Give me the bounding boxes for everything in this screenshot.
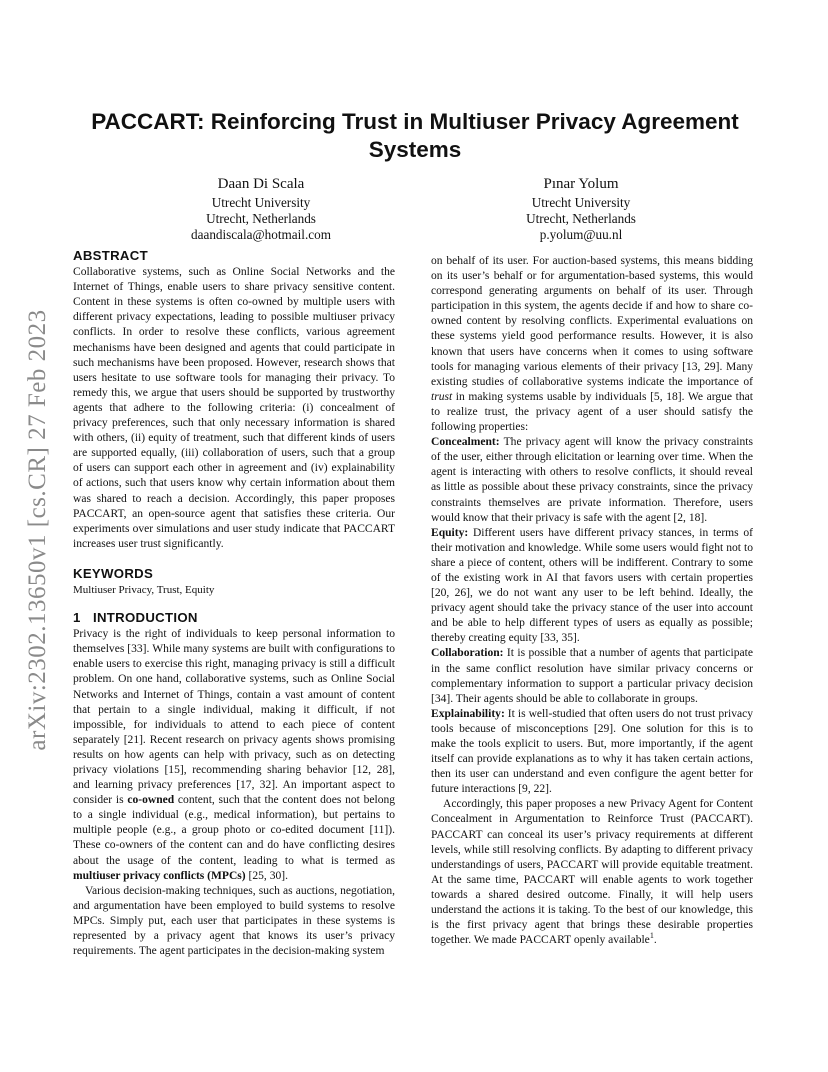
intro-paragraph-2: Various decision-making techniques, such as auctions, negotiation, and argumentation have been employed to build systems to resolve MPCs. Simply put, each user that participates in these systems is represented by a privacy agent that knows its user’s privacy requirements. The agent participates in the decision-making system xyxy=(73,884,395,958)
property-concealment xyxy=(431,435,753,526)
intro-paragraph-4 xyxy=(431,797,753,948)
author-email: daandiscala@hotmail.com xyxy=(191,227,331,242)
property-label: Collaboration: xyxy=(431,647,504,660)
author-name: Daan Di Scala xyxy=(217,176,305,192)
author-name: Pınar Yolum xyxy=(543,176,619,192)
property-equity xyxy=(431,526,753,647)
property-label: Concealment: xyxy=(431,436,500,449)
trust-term: trust xyxy=(431,390,453,403)
keywords-text: Multiuser Privacy, Trust, Equity xyxy=(73,583,215,596)
property-label: Explainability: xyxy=(431,707,505,720)
intro-p1-text-end: [25, 30]. xyxy=(245,869,288,882)
intro-paragraph-3 xyxy=(431,254,753,435)
intro-p3-text-cont: in making systems usable by individuals [5, 18]. We argue that to realize trust, the privacy agent of a user should satisfy the following properties: xyxy=(431,390,753,434)
introduction-heading xyxy=(73,610,395,625)
abstract-section xyxy=(73,248,395,552)
abstract-text: Collaborative systems, such as Online Social Networks and the Internet of Things, enable users to share privacy sensitive content. Content in these systems is often co-owned by multiple users with different privacy expectations, leading to possible multiuser privacy conflicts. In order to resolve these conflicts, various agreement mechanisms have been designed and agents that could participate in such mechanisms have been proposed. However, research shows that users hesitate to use software tools for managing their privacy. To remedy this, we argue that users should be supported by trustworthy agents that adhere to the following criteria: (i) concealment of privacy preferences, such that only necessary information is shared with others, (ii) equity of treatment, such that different kinds of users are supported equally, (iii) collaboration of users, such that a group of users can support each other in agreement and (iv) explainability of actions, such that users know why certain information about them was shared to reach a decision. Accordingly, this paper proposes PACCART, an open-source agent that satisfies these criteria. Our experiments over simulations and user study indicate that PACCART increases user trust significantly. xyxy=(73,266,395,550)
introduction-section xyxy=(73,610,395,959)
author-location: Utrecht, Netherlands xyxy=(206,211,316,226)
keywords-section xyxy=(73,566,395,598)
section-number: 1 xyxy=(73,610,81,626)
mpc-term: multiuser privacy conflicts (MPCs) xyxy=(73,869,246,882)
author-email: p.yolum@uu.nl xyxy=(539,227,623,242)
arxiv-sidebar-stamp xyxy=(18,290,58,770)
left-column xyxy=(73,248,395,959)
author-affiliation: Utrecht University xyxy=(531,195,631,210)
author-affiliation: Utrecht University xyxy=(211,195,311,210)
author-location: Utrecht, Netherlands xyxy=(526,211,636,226)
intro-p1-text-cont: content, such that the content does not belong to a single individual (e.g., medical information), but pertains to multiple people (e.g., a group photo or co-edited document [11]). These co-owners of the content can and do have conflicting desires about the usage of the content, leading to what is termed as xyxy=(73,794,396,867)
arxiv-identifier: arXiv:2302.13650v1 [cs.CR] 27 Feb 2023 xyxy=(24,309,51,751)
intro-paragraph-1 xyxy=(73,627,395,884)
property-label: Equity: xyxy=(431,526,469,539)
intro-p4-end: . xyxy=(653,934,657,947)
paper-title: PACCART: Reinforcing Trust in Multiuser Privacy Agreement Systems xyxy=(91,109,739,162)
abstract-heading: ABSTRACT xyxy=(73,248,148,263)
property-text: The privacy agent will know the privacy constraints of the user, either through elicitation or learning over time. When the agent is interacting with others to resolve conflicts, it should reveal as little as possible about these privacy constraints, since the privacy constraints themselves are private information. Therefore, users would know that their privacy is safe with the agent [2, 18]. xyxy=(431,436,753,524)
author-block-1 xyxy=(131,174,391,243)
co-owned-term: co-owned xyxy=(127,794,175,807)
intro-p1-text: Privacy is the right of individuals to keep personal information to themselves [33]. While many systems are built with configurations to enable users to exercise this right, managing privacy is still a difficult problem. On one hand, collaborative systems, such as Online Social Networks and Internet of Things, contain a vast amount of content that pertain to a single individual, making it difficult, if not impossible, for individuals to attend to each piece of content separately [21]. Recent research on privacy agents shows promising results on how agents can help with privacy, such as on detecting privacy violations [15], recommending sharing behavior [12, 28], and learning privacy preferences [17, 32]. An important aspect to consider is xyxy=(73,628,395,807)
property-text: It is well-studied that often users do not trust privacy tools because of misconceptions [29]. One solution for this is to make the tools explicit to users. But, more importantly, if the agent itself can provide explanations as to why it has taken certain actions, then its user can understand and even configure the agent better for future interactions [9, 22]. xyxy=(431,707,753,796)
property-explainability xyxy=(431,707,753,798)
author-block-2 xyxy=(451,174,711,243)
property-text: Different users have different privacy stances, in terms of their motivation and knowledge. While some users would fight not to share a piece of content, others will be indifferent. Contrary to some of the existing work in AI that favors users with certain properties [20, 26], we do not want any user to be left behind. Ideally, the privacy agent should take the privacy stance of the user into account and be able to help different types of users as equally as possible; thereby creating equity [33, 35]. xyxy=(431,526,753,645)
intro-p4-text: Accordingly, this paper proposes a new Privacy Agent for Content Concealment in Argumentation to Reinforce Trust (PACCART). PACCART can conceal its user’s privacy requirements at different levels, while still resolving conflicts. By adapting to different privacy understandings of users, PACCART will provide equitable treatment. At the same time, PACCART will enable agents to work together towards a shared desired outcome. Finally, it will help users understand the actions it is taking. To the best of our knowledge, this is the first privacy agent that brings these desirable properties together. We made PACCART openly available xyxy=(431,798,753,947)
property-text: It is possible that a number of agents that participate in the same conflict resolution have similar privacy concerns or complementary information to support a particular privacy decision [34]. Their agents should be able to collaborate in groups. xyxy=(431,647,753,705)
section-title: INTRODUCTION xyxy=(93,610,198,626)
right-column xyxy=(431,254,753,948)
intro-p3-text: on behalf of its user. For auction-based systems, this means bidding on its user’s behalf or for argumentation-based systems, this would correspond generating arguments on behalf of its user. Through participation in this system, the agents decide if and how to share co-owned content by resolving conflicts. Experimental evaluations on these systems yield good performance results. However, it is also known that users have concerns when it comes to using software tools for managing various elements of their privacy [13, 29]. Many existing studies of collaborative systems indicate the importance of xyxy=(431,255,753,388)
footnote-marker[interactable]: 1 xyxy=(649,931,654,941)
keywords-heading: KEYWORDS xyxy=(73,565,154,581)
property-collaboration xyxy=(431,646,753,706)
